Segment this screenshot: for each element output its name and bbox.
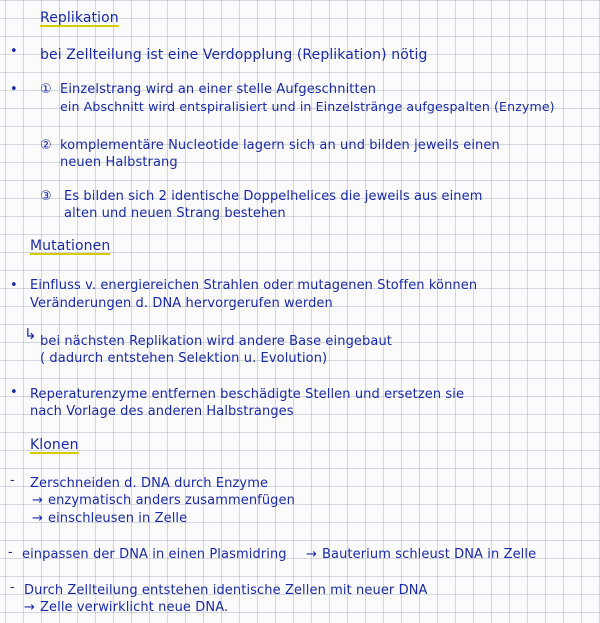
heading-mutationen: Mutationen: [30, 238, 111, 254]
step-2-line-2: neuen Halbstrang: [60, 155, 178, 170]
bullet-dot: •: [10, 385, 18, 400]
replikation-intro: bei Zellteilung ist eine Verdopplung (Replikation) nötig: [40, 47, 428, 63]
mutationen-bullet-1-line-1: Einfluss v. energiereichen Strahlen oder mutagenen Stoffen können: [30, 278, 478, 293]
klonen-item-2-rest: Bauterium schleust DNA in Zelle: [322, 547, 537, 562]
arrow-icon: →: [32, 493, 43, 508]
bullet-dash: -: [8, 545, 13, 560]
klonen-item-3-sub: Zelle verwirklicht neue DNA.: [40, 600, 229, 615]
heading-klonen: Klonen: [30, 437, 79, 453]
step-number-2: ②: [40, 138, 52, 153]
mutationen-bullet-1-line-2: Veränderungen d. DNA hervorgerufen werden: [30, 296, 333, 311]
mutationen-sub-line-1: bei nächsten Replikation wird andere Base eingebaut: [40, 334, 392, 349]
step-3-line-1: Es bilden sich 2 identische Doppelhelices die jeweils aus einem: [64, 189, 483, 204]
mutationen-bullet-2-line-1: Reperaturenzyme entfernen beschädigte Stellen und ersetzen sie: [30, 387, 465, 402]
step-1-line-1: Einzelstrang wird an einer stelle Aufgeschnitten: [60, 82, 377, 97]
bullet-dot: •: [10, 82, 18, 97]
hook-arrow-icon: ↳: [24, 325, 37, 343]
arrow-icon: →: [24, 600, 35, 615]
bullet-dot: •: [10, 278, 18, 293]
bullet-dot: •: [10, 44, 18, 59]
step-3-line-2: alten und neuen Strang bestehen: [64, 206, 286, 221]
arrow-icon: →: [306, 547, 317, 562]
arrow-icon: →: [32, 511, 43, 526]
mutationen-sub-line-2: ( dadurch entstehen Selektion u. Evolution): [40, 351, 328, 366]
klonen-item-3: Durch Zellteilung entstehen identische Zellen mit neuer DNA: [24, 583, 428, 598]
mutationen-bullet-2-line-2: nach Vorlage des anderen Halbstranges: [30, 404, 294, 419]
step-2-line-1: komplementäre Nucleotide lagern sich an und bilden jeweils einen: [60, 138, 500, 153]
bullet-dash: -: [10, 580, 15, 595]
heading-replikation: Replikation: [40, 10, 119, 26]
klonen-item-1-sub-1: enzymatisch anders zusammenfügen: [48, 493, 295, 508]
klonen-item-1-sub-2: einschleusen in Zelle: [48, 511, 188, 526]
klonen-item-1: Zerschneiden d. DNA durch Enzyme: [30, 476, 269, 491]
step-number-1: ①: [40, 82, 52, 97]
step-number-3: ③: [40, 189, 52, 204]
klonen-item-2: einpassen der DNA in einen Plasmidring: [22, 547, 287, 562]
step-1-line-2: ein Abschnitt wird entspiralisiert und in Einzelstränge aufgespalten (Enzyme): [60, 99, 555, 114]
bullet-dash: -: [10, 473, 15, 488]
